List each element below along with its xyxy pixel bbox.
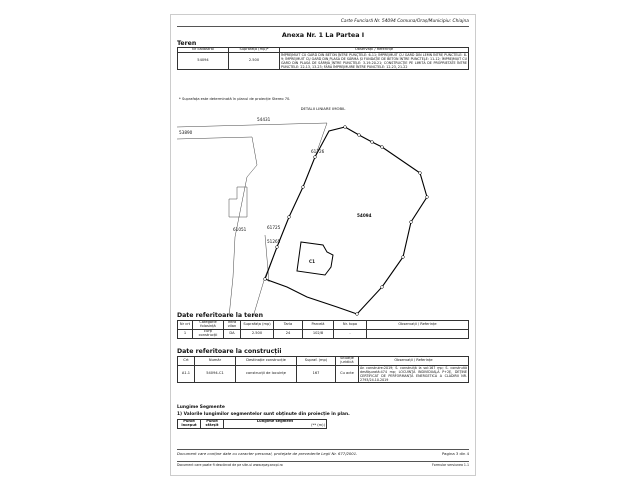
date-constructii-section-title: Date referitoare la construcții <box>177 348 282 355</box>
footer-bottom <box>177 463 469 467</box>
col-unit: (** (m)) <box>311 422 325 427</box>
cell-tarla: 24 <box>274 329 303 338</box>
segmente-section-title: Lungime Segmente <box>177 405 225 410</box>
label-parcel-61726: 61726 <box>311 149 325 154</box>
col-observatii: Observații / Referințe <box>359 357 469 366</box>
teren-footnote: * Suprafața este determinată în planul de proiecție Stereo 70. <box>179 97 291 101</box>
cell-nr: 1 <box>178 329 193 338</box>
label-main-parcel: 54094 <box>357 213 372 218</box>
table-row <box>178 52 469 69</box>
col-observatii: Observații / Referințe <box>367 321 469 330</box>
col-nr-topo: Nr. topo <box>334 321 367 330</box>
segmente-table <box>177 419 327 429</box>
col-nr-cadastral: Nr cadastral <box>178 48 229 53</box>
cell-suprafata: 167 <box>297 365 336 382</box>
col-punct-sfarsit: Punct sfârșit <box>201 420 224 429</box>
cell-intravilan: DA <box>224 329 241 338</box>
teren-section-title: Teren <box>177 40 197 47</box>
cell-observatii: An construire:2019; S. construită la sol:167 mp; S. construită desfășurată:474 mp; LOCUINȚĂ INDIVIDUALĂ P+2E, DEȚINE CERTIFICAT DE PERFORMANȚĂ ENERGETICĂ A CLĂDIRII NR. 2793/24.10.2019 <box>360 365 467 382</box>
page-number: Pagina 3 din 4 <box>442 451 469 456</box>
col-numar: Număr <box>195 357 236 366</box>
col-nr-crt: Nr crt <box>178 321 193 330</box>
footer-rule-bottom <box>177 461 469 462</box>
header-rule <box>177 26 469 27</box>
cell-categorie: curți construcții <box>193 329 224 338</box>
building-c1-outline <box>297 242 333 275</box>
cell-suprafata: 2.500 <box>241 329 274 338</box>
label-parcel-53890: 53890 <box>179 130 193 135</box>
cell-numar: 54094-C1 <box>195 365 236 382</box>
cell-nr-topo: - <box>334 329 367 338</box>
date-constructii-table <box>177 356 469 383</box>
cell-crt: A1.1 <box>178 365 195 382</box>
cell-parcela: 102/8 <box>303 329 334 338</box>
col-intravilan: Intra vilan <box>224 321 241 330</box>
label-parcel-54431: 54431 <box>257 117 271 122</box>
teren-table <box>177 47 469 70</box>
table-row <box>178 365 469 382</box>
col-categorie: Categorie folosință <box>193 321 224 330</box>
cell-suprafata: 2.500 <box>229 52 280 69</box>
col-suprafata: Supraf. (mp) <box>297 357 336 366</box>
label-parcel-61051: 61051 <box>233 227 247 232</box>
col-punct-inceput: Punct început <box>178 420 201 429</box>
col-destinatie: Destinație construcție <box>236 357 297 366</box>
col-lungime-segment: Lungime segment <box>256 419 294 423</box>
label-parcel-51265: 51265 <box>267 239 281 244</box>
footer-rule <box>177 449 469 450</box>
cell-observatii: ÎMPREJMUIT CU GARD DIN BETON ÎNTRE PUNCTELE: 6-11; ÎMPREJMUIT CU GARD DIN LEMN ÎNTRE PUNCTELE: 8-9; ÎMPREJMUIT CU GARD DIN PLASĂ DE SÂRMĂ ȘI FUNDAȚIE DE BETON ÎNTRE PUNCTELE: 11-12; ÎMPREJMUIT CU GARD DIN PLASĂ DE SÂRMĂ ÎNTRE PUNCTELE: 3-19-20-21; CONSTRUCȚIE PE LIMITĂ DE PROPRIETATE ÎNTRE PUNCTELE: 22-13, 13-23; FĂRĂ ÎMPREJMUIRE ÎNTRE PUNCTELE: 12-23, 21-22 <box>281 52 467 69</box>
col-tarla: Tarla <box>274 321 303 330</box>
col-suprafata: Suprafața (mp)* <box>229 48 280 53</box>
cell-nr-cadastral: 54094 <box>178 52 229 69</box>
col-suprafata: Suprafața (mp) <box>241 321 274 330</box>
label-parcel-61725: 61725 <box>267 225 281 230</box>
neighbor-boundary-top <box>177 123 327 127</box>
cell-observatii <box>367 329 469 338</box>
col-crt: Crt <box>178 357 195 366</box>
annex-title: Anexa Nr. 1 La Partea I <box>281 31 365 39</box>
cell-situatie: Cu acte <box>336 365 359 382</box>
label-building-c1: C1 <box>309 259 315 264</box>
document-page <box>170 14 476 476</box>
parcel-plan <box>177 117 469 325</box>
plan-title: DETALII LINIARE IMOBIL <box>300 106 346 111</box>
footer-legal <box>177 451 469 456</box>
main-parcel-boundary <box>265 127 427 314</box>
footer-download-text: Document care poate fi descărcat de pe site-ul www.epay.ancpi.ro <box>177 463 283 467</box>
col-parcela: Parcelă <box>303 321 334 330</box>
cf-header: Carte Funciară Nr. 54094 Comuna/Oraș/Municipiu: Chiajna <box>340 19 469 24</box>
col-observatii: Observații / Referințe <box>280 48 469 53</box>
col-situatie: Situație juridică <box>336 357 359 366</box>
date-teren-table <box>177 320 469 339</box>
date-teren-section-title: Date referitoare la teren <box>177 312 263 319</box>
table-row <box>178 329 469 338</box>
form-version: Formular versiunea 1.1 <box>432 463 469 467</box>
cell-destinatie: construcții de locuințe <box>236 365 297 382</box>
footer-legal-text: Document care conține date cu caracter personal, protejate de prevederile Legii Nr. 677/2001. <box>177 451 358 456</box>
segmente-subtitle: 1) Valorile lungimilor segmentelor sunt obținute din proiecție în plan. <box>177 412 350 417</box>
